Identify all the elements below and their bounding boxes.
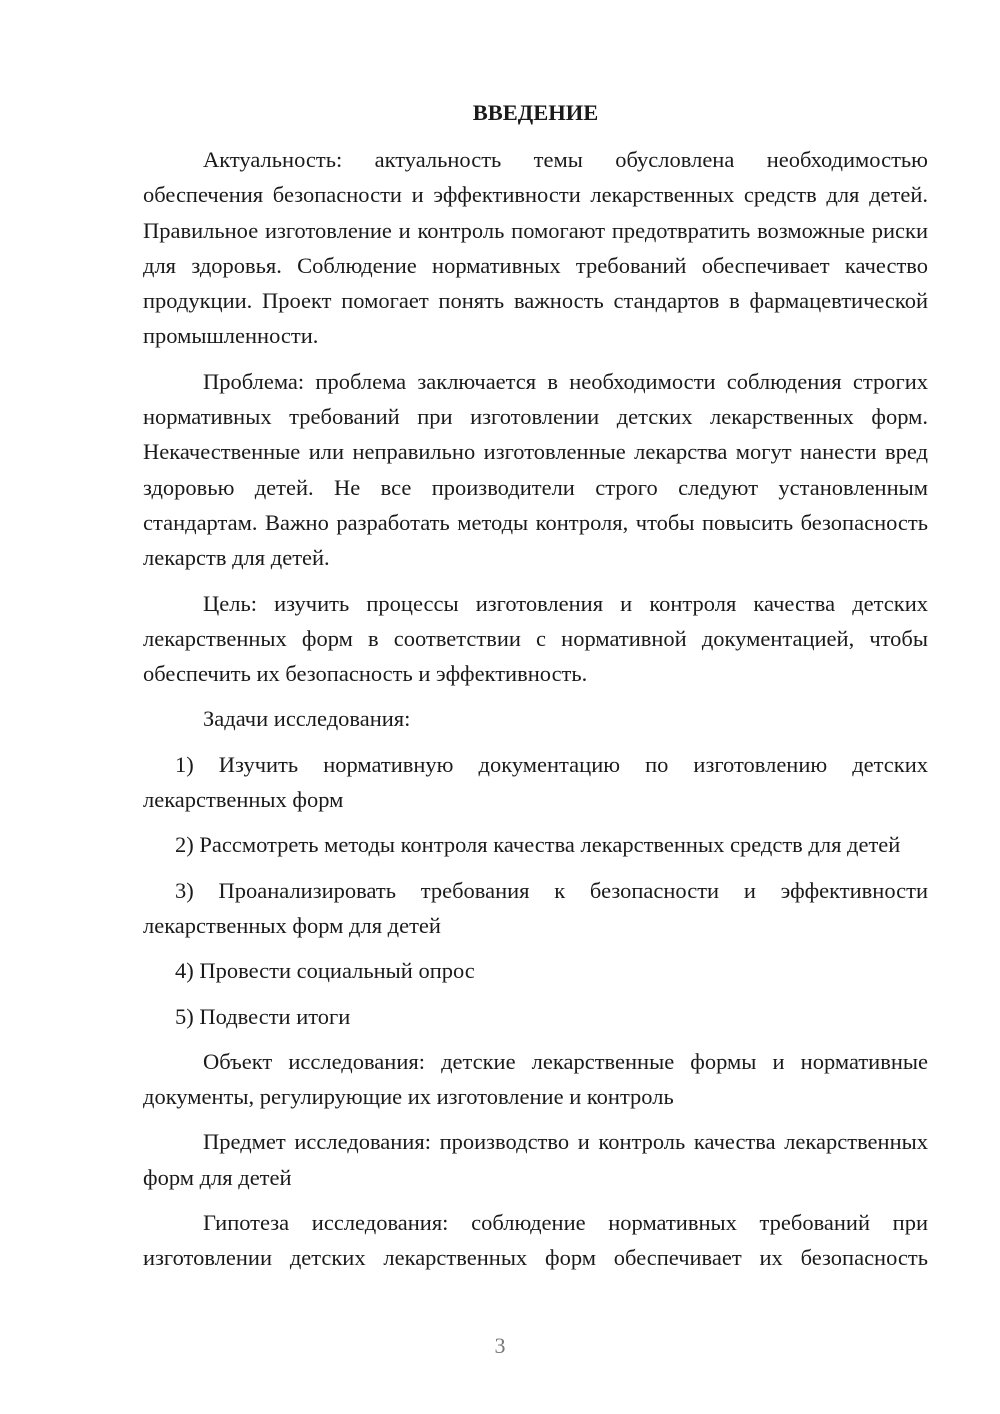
object-paragraph: Объект исследования: детские лекарственные формы и нормативные документы, регулирующие их изготовление и контроль <box>143 1048 928 1110</box>
document-page <box>143 95 928 1286</box>
subject-paragraph: Предмет исследования: производство и контроль качества лекарственных форм для детей <box>143 1129 928 1190</box>
hypothesis-paragraph: Гипотеза исследования: соблюдение нормативных требований при изготовлении детских лекарственных форм обеспечивает их безопасность <box>143 1210 928 1271</box>
tasks-heading: Задачи исследования: <box>203 706 411 732</box>
task-item-2: 2) Рассмотреть методы контроля качества лекарственных средств для детей <box>175 832 901 858</box>
task-item-3: 3) Проанализировать требования к безопасности и эффективности лекарственных форм для детей <box>143 877 928 938</box>
page-number: 3 <box>494 1333 506 1358</box>
task-item-5: 5) Подвести итоги <box>175 1003 351 1029</box>
task-item-1: 1) Изучить нормативную документацию по изготовлению детских лекарственных форм <box>143 751 928 813</box>
relevance-paragraph: Актуальность: актуальность темы обусловлена необходимостью обеспечения безопасности и эффективности лекарственных средств для детей. Правильное изготовление и контроль помогают предотвратить возможные риски для здоровья. Соблюдение нормативных требований обеспечивает качество продукции. Проект помогает понять важность стандартов в фармацевтической промышленности. <box>143 147 928 349</box>
problem-paragraph: Проблема: проблема заключается в необходимости соблюдения строгих нормативных требований при изготовлении детских лекарственных форм. Некачественные или неправильно изготовленные лекарства могут нанести вред здоровью детей. Не все производители строго следуют установленным стандартам. Важно разработать методы контроля, чтобы повысить безопасность лекарств для детей. <box>143 368 928 571</box>
task-item-4: 4) Провести социальный опрос <box>175 958 475 984</box>
goal-paragraph: Цель: изучить процессы изготовления и контроля качества детских лекарственных форм в соответствии с нормативной документацией, чтобы обеспечить их безопасность и эффективность. <box>143 590 928 687</box>
section-title: ВВЕДЕНИЕ <box>472 100 599 125</box>
